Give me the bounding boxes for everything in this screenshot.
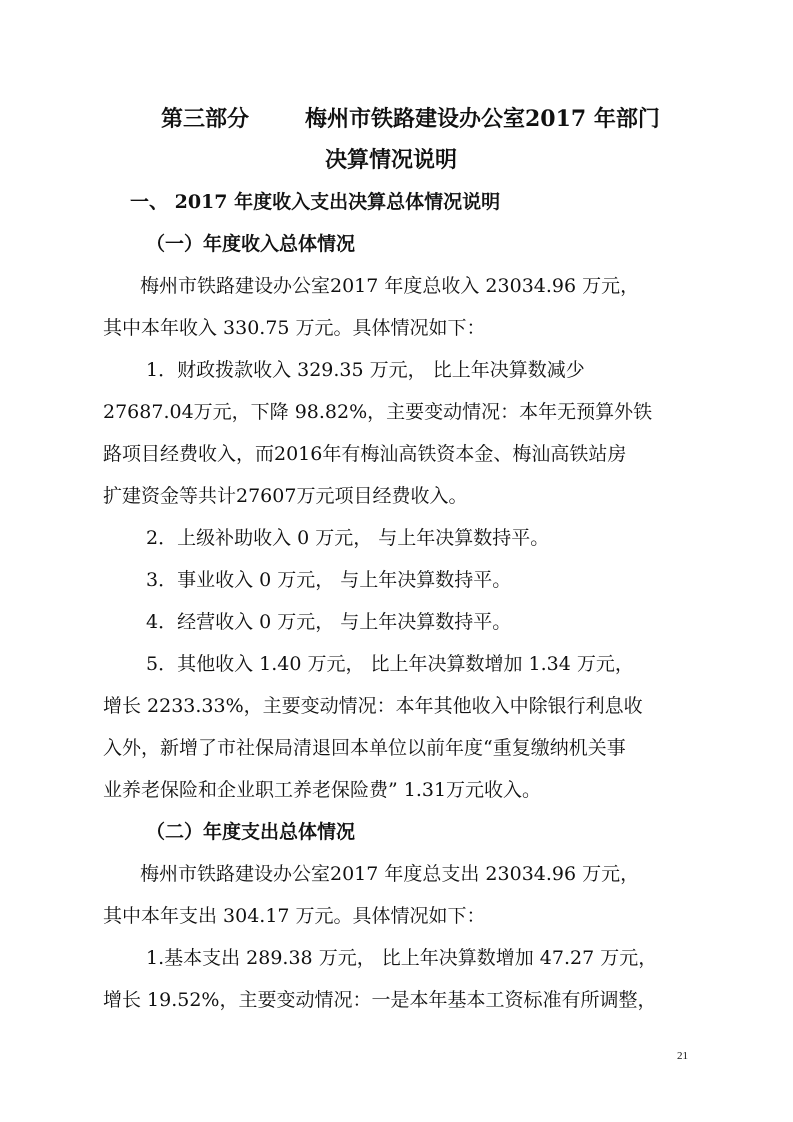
paragraph-line: 3．事业收入 0 万元， 与上年决算数持平。: [146, 569, 512, 591]
doc-title-line2: 决算情况说明: [325, 147, 458, 173]
paragraph-line: 1．财政拨款收入 329.35 万元， 比上年决算数减少: [146, 359, 585, 381]
paragraph-line: 增长 19.52%，主要变动情况：一是本年基本工资标准有所调整，: [103, 989, 657, 1011]
paragraph-line: 增长 2233.33%，主要变动情况：本年其他收入中除银行利息收: [103, 695, 643, 717]
paragraph-line: 梅州市铁路建设办公室2017 年度总支出 23034.96 万元，: [140, 863, 640, 885]
section-heading: 一、 2017 年度收入支出决算总体情况说明: [130, 191, 501, 213]
paragraph-line: 业养老保险和企业职工养老保险费” 1.31万元收入。: [103, 779, 542, 801]
paragraph-line: 扩建资金等共计27607万元项目经费收入。: [103, 485, 468, 507]
page-number: 21: [677, 1050, 688, 1062]
paragraph-line: 1.基本支出 289.38 万元， 比上年决算数增加 47.27 万元，: [146, 947, 658, 969]
paragraph-line: 27687.04万元，下降 98.82%，主要变动情况：本年无预算外铁: [103, 401, 653, 423]
paragraph-line: 5．其他收入 1.40 万元， 比上年决算数增加 1.34 万元，: [146, 653, 634, 675]
paragraph-line: 4．经营收入 0 万元， 与上年决算数持平。: [146, 611, 512, 633]
paragraph-line: 路项目经费收入，而2016年有梅汕高铁资本金、梅汕高铁站房: [103, 443, 627, 465]
paragraph-line: 入外，新增了市社保局清退回本单位以前年度“重复缴纳机关事: [103, 737, 626, 759]
paragraph-line: 梅州市铁路建设办公室2017 年度总收入 23034.96 万元，: [140, 275, 640, 297]
doc-title-name: 梅州市铁路建设办公室2017 年部门: [305, 106, 660, 132]
subsection-heading-income: （一）年度收入总体情况: [146, 233, 356, 255]
paragraph-line: 2．上级补助收入 0 万元， 与上年决算数持平。: [146, 527, 550, 549]
doc-title-part: 第三部分: [161, 106, 250, 132]
subsection-heading-expense: （二）年度支出总体情况: [146, 821, 356, 843]
paragraph-line: 其中本年收入 330.75 万元。具体情况如下：: [103, 317, 486, 339]
paragraph-line: 其中本年支出 304.17 万元。具体情况如下：: [103, 905, 486, 927]
